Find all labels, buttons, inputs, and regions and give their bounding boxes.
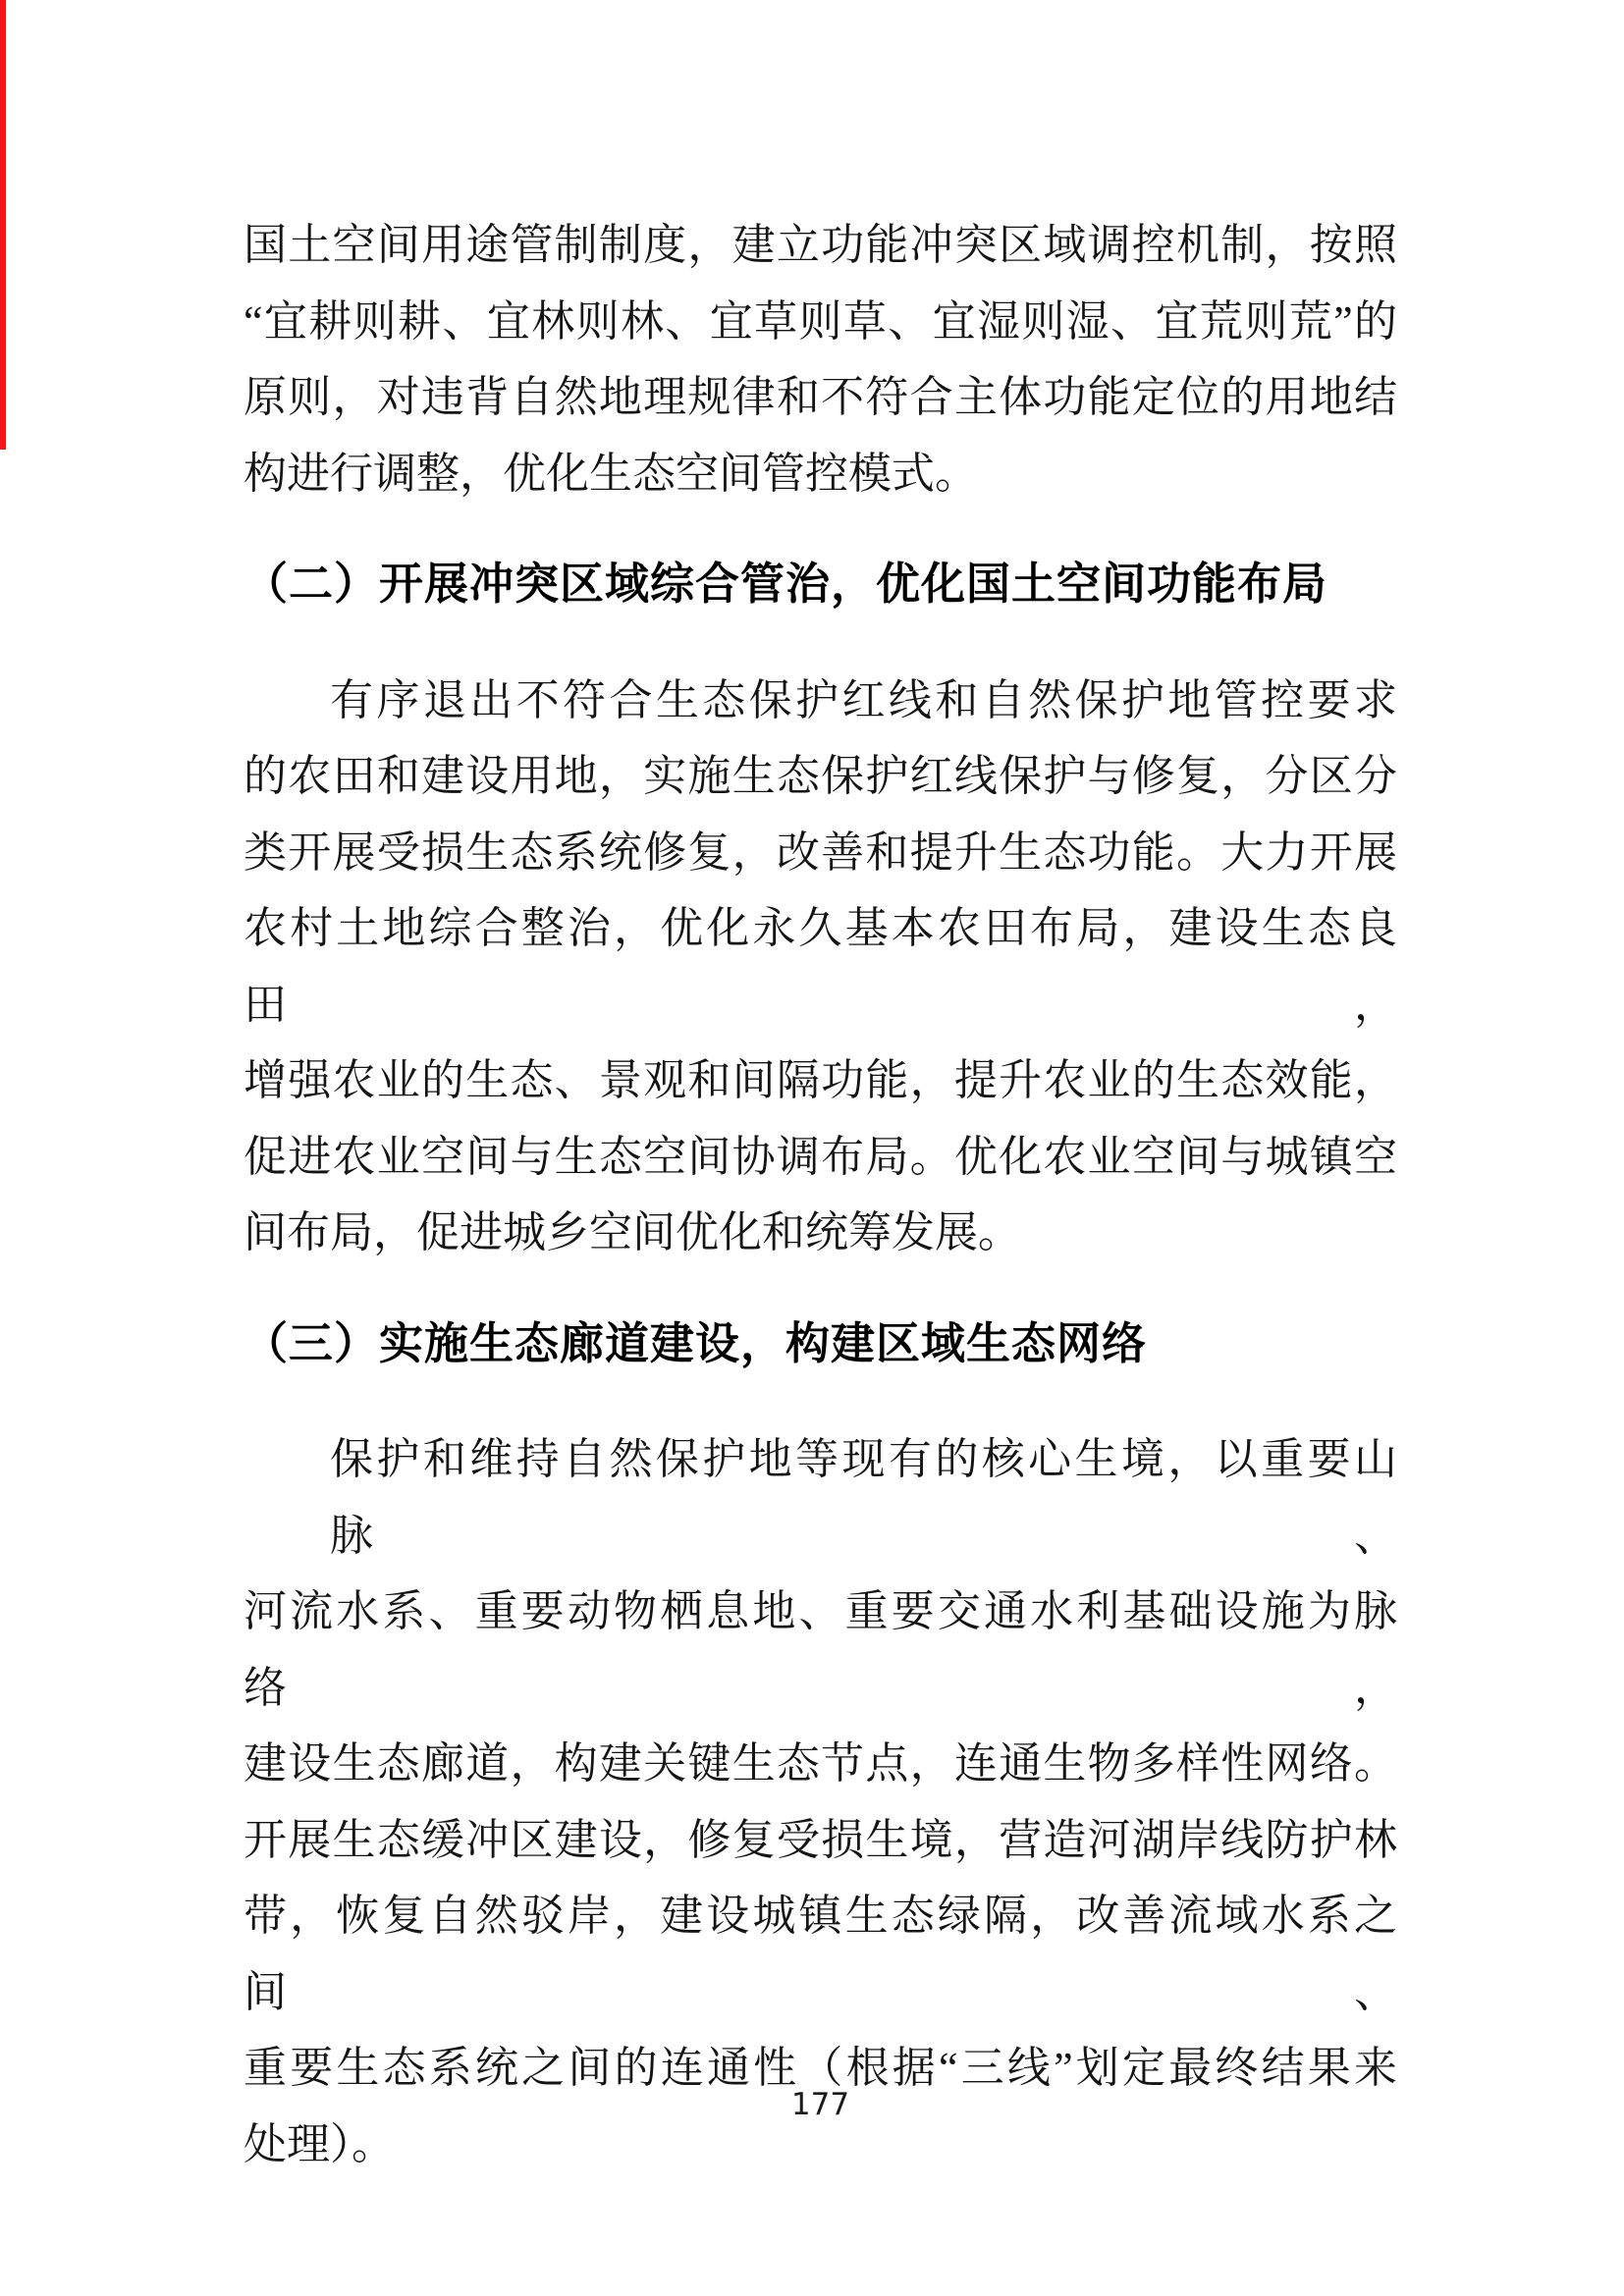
section-heading-3: （三）实施生态廊道建设，构建区域生态网络 (244, 1318, 1148, 1368)
paragraph-3-line: 河流水系、重要动物栖息地、重要交通水利基础设施为脉络， (244, 1587, 1397, 1712)
paragraph-2-line: 农村土地综合整治，优化永久基本农田布局，建设生态良田， (244, 904, 1397, 1029)
section-heading-2: （二）开展冲突区域综合管治，优化国土空间功能布局 (244, 560, 1328, 609)
paragraph-3-line: 建设生态廊道，构建关键生态节点，连通生物多样性网络。 (244, 1739, 1397, 1788)
red-scan-edge-mark (0, 0, 6, 450)
paragraph-3 (244, 1421, 1397, 2182)
paragraph-1-line: 原则，对违背自然地理规律和不符合主体功能定位的用地结 (244, 373, 1397, 421)
paragraph-3-line: 带，恢复自然驳岸，建设城镇生态绿隔，改善流域水系之间、 (244, 1892, 1397, 2016)
paragraph-3-line: 保护和维持自然保护地等现有的核心生境，以重要山脉、 (330, 1435, 1397, 1560)
paragraph-2-line: 有序退出不符合生态保护红线和自然保护地管控要求 (330, 675, 1397, 724)
paragraph-3-line: 重要生态系统之间的连通性（根据“三线”划定最终结果来 (244, 2044, 1397, 2092)
paragraph-2 (244, 663, 1397, 1271)
paragraph-1-line: “宜耕则耕、宜林则林、宜草则草、宜湿则湿、宜荒则荒”的 (244, 296, 1397, 346)
paragraph-3-line: 处理）。 (244, 2119, 395, 2168)
page-content (244, 207, 1397, 2182)
page-number: 177 (790, 2087, 850, 2122)
paragraph-1-line: 国土空间用途管制制度，建立功能冲突区域调控机制，按照 (244, 221, 1397, 269)
paragraph-2-line: 的农田和建设用地，实施生态保护红线保护与修复，分区分 (244, 752, 1397, 800)
paragraph-2-line: 促进农业空间与生态空间协调布局。优化农业空间与城镇空 (244, 1132, 1397, 1181)
paragraph-3-line: 开展生态缓冲区建设，修复受损生境，营造河湖岸线防护林 (244, 1815, 1397, 1864)
paragraph-2-line: 类开展受损生态系统修复，改善和提升生态功能。大力开展 (244, 828, 1397, 877)
paragraph-1-line: 构进行调整，优化生态空间管控模式。 (244, 449, 978, 498)
paragraph-2-line: 间布局，促进城乡空间优化和统筹发展。 (244, 1208, 1021, 1256)
paragraph-1 (244, 207, 1397, 511)
paragraph-2-line: 增强农业的生态、景观和间隔功能，提升农业的生态效能， (244, 1056, 1397, 1104)
